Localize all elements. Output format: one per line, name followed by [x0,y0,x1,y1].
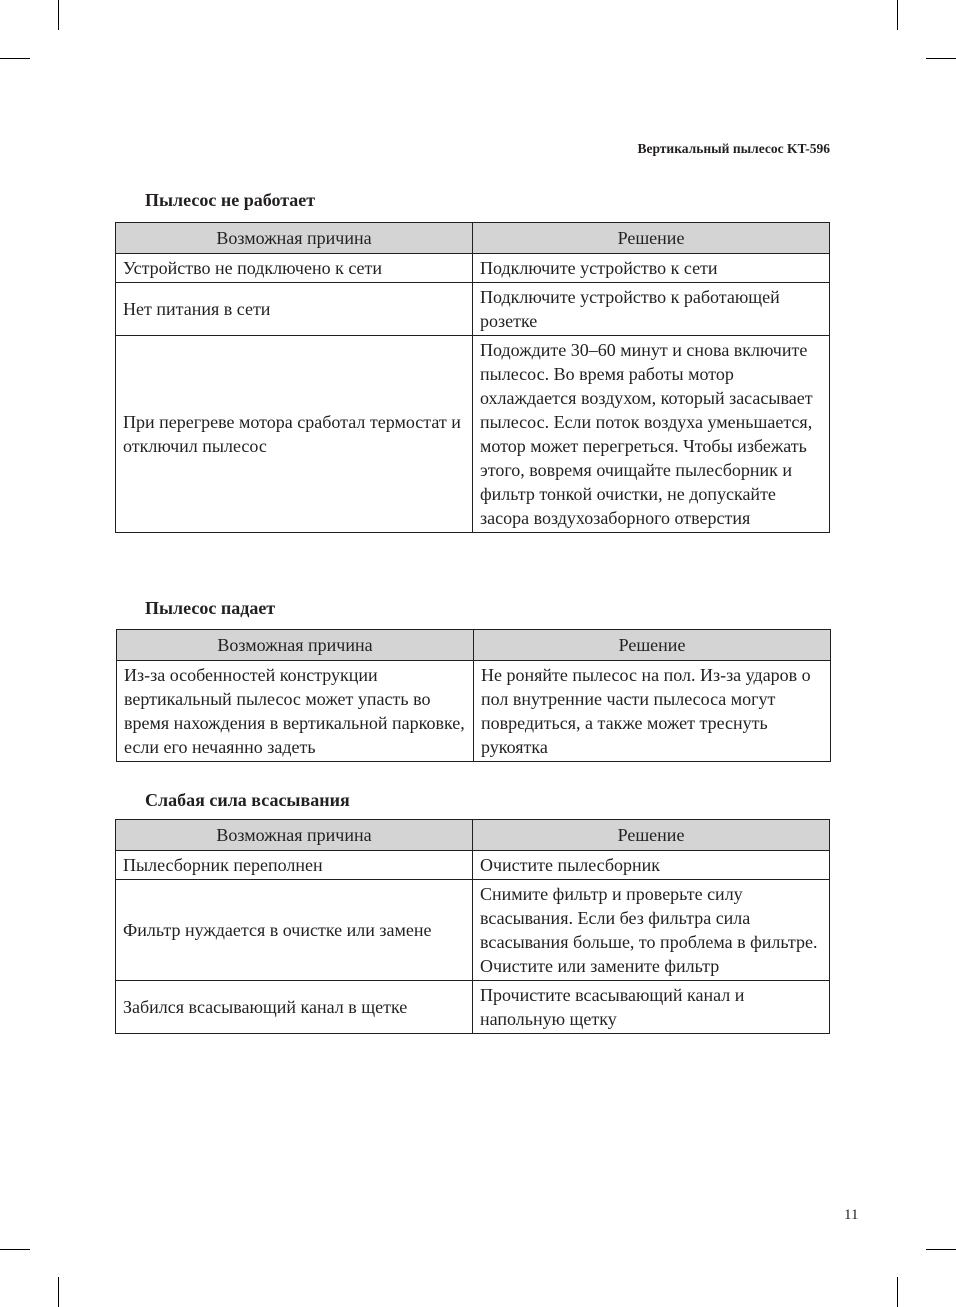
crop-mark [926,1249,956,1250]
cause-cell: При перегреве мотора сработал термостат и отключил пылесос [116,336,473,533]
solution-cell: Очистите пылесборник [473,851,830,880]
table-row [116,336,830,533]
table-header-row [116,223,830,254]
crop-mark [0,58,30,59]
column-header-cause: Возможная причина [116,820,473,851]
table-header-row [116,820,830,851]
cause-cell: Забился всасывающий канал в щетке [116,981,473,1034]
solution-cell: Подключите устройство к работающей розетке [473,283,830,336]
crop-mark [58,1277,59,1307]
crop-mark [58,0,59,30]
table-row [116,880,830,981]
cause-cell: Нет питания в сети [116,283,473,336]
table-row [117,661,831,762]
column-header-solution: Решение [473,820,830,851]
cause-cell: Пылесборник переполнен [116,851,473,880]
table-header-row [117,630,831,661]
column-header-solution: Решение [474,630,831,661]
section-title: Пылесос падает [145,598,276,618]
crop-mark [0,1249,30,1250]
cause-cell: Фильтр нуждается в очистке или замене [116,880,473,981]
cause-cell: Из-за особенностей конструкции вертикальный пылесос может упасть во время нахождения в вертикальной парковке, если его нечаянно задеть [117,661,474,762]
solution-cell: Прочистите всасывающий канал и напольную щетку [473,981,830,1034]
troubleshooting-table [116,629,831,762]
solution-cell: Подождите 30–60 минут и снова включите пылесос. Во время работы мотор охлаждается воздухом, который засасывает пылесос. Если поток воздуха уменьшается, мотор может перегреться. Чтобы избежать этого, вовремя очищайте пылесборник и фильтр тонкой очистки, не допускайте засора воздухозаборного отверстия [473,336,830,533]
crop-mark [926,58,956,59]
section-title: Пылесос не работает [145,190,316,210]
column-header-cause: Возможная причина [117,630,474,661]
solution-cell: Не роняйте пылесос на пол. Из-за ударов о пол внутренние части пылесоса могут повредиться, а также может треснуть рукоятка [474,661,831,762]
troubleshooting-table [115,819,830,1034]
table-row [116,254,830,283]
column-header-cause: Возможная причина [116,223,473,254]
solution-cell: Подключите устройство к сети [473,254,830,283]
running-header: Вертикальный пылесос KT-596 [637,141,830,156]
section-title: Слабая сила всасывания [145,790,350,810]
solution-cell: Снимите фильтр и проверьте силу всасывания. Если без фильтра сила всасывания больше, то проблема в фильтре. Очистите или замените фильтр [473,880,830,981]
crop-mark [897,1277,898,1307]
page-number: 11 [844,1207,859,1223]
table-row [116,851,830,880]
column-header-solution: Решение [473,223,830,254]
crop-mark [897,0,898,30]
troubleshooting-table [115,222,830,533]
table-row [116,283,830,336]
cause-cell: Устройство не подключено к сети [116,254,473,283]
table-row [116,981,830,1034]
